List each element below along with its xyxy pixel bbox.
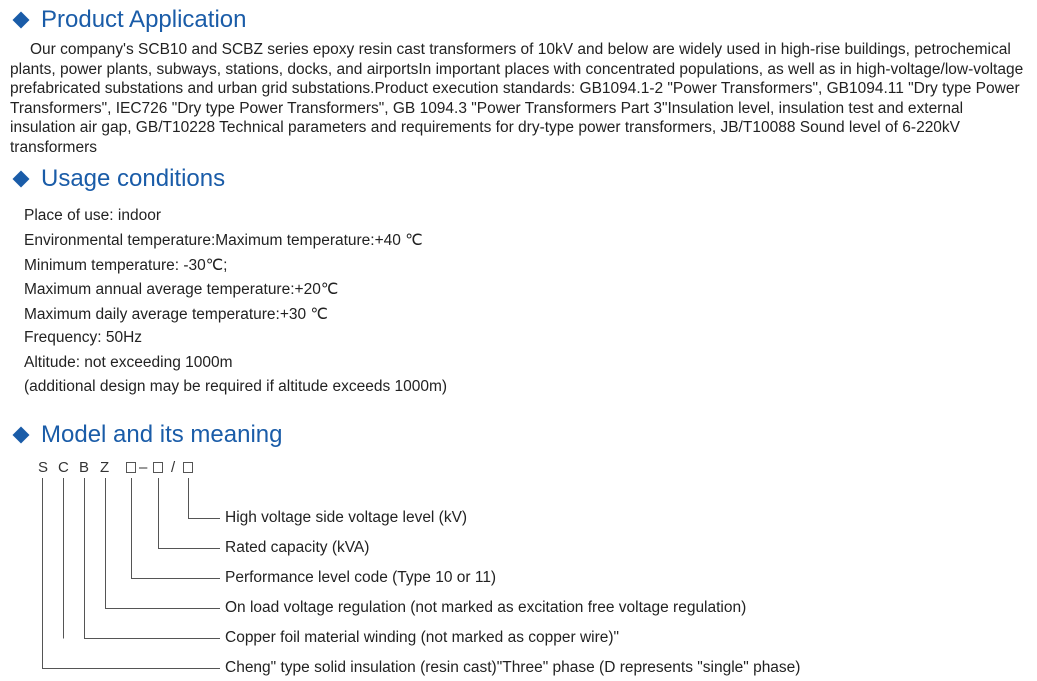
model-description: Performance level code (Type 10 or 11): [225, 569, 497, 586]
usage-line: Altitude: not exceeding 1000m: [24, 354, 233, 371]
section-title: Model and its meaning: [41, 421, 283, 448]
model-description: Copper foil material winding (not marked as copper wire)": [225, 629, 620, 646]
model-description: Rated capacity (kVA): [225, 539, 370, 556]
usage-line: Minimum temperature: -30℃;: [24, 257, 228, 274]
bracket-line-performance-level: [132, 478, 221, 579]
application-text: Our company's SCB10 and SCBZ series epoxy resin cast transformers of 10kV and below are widely used in high-rise buildings, petrochemical plants, power plants, subways, stations, docks, and airportsIn important places with concentrated populations, as well as in high-voltage/low-voltage prefabricated substations and urban grid substations.Product execution standards: GB1094.1-2 "Power Transformers", GB1094.11 "Dry type Power Transformers", IEC726 "Dry type Power Transformers", GB 1094.3 "Power Transformers Part 3"Insulation level, insulation test and external insulation air gap, GB/T10228 Technical parameters and requirements for dry-type power transformers, JB/T10088 Sound level of 6-220kV transformers: [10, 41, 1024, 156]
bracket-line-voltage-level: [189, 478, 221, 519]
usage-line: (additional design may be required if altitude exceeds 1000m): [24, 378, 448, 395]
model-code-letter: B: [79, 459, 90, 476]
usage-line: Maximum annual average temperature:+20℃: [24, 281, 339, 298]
model-description: High voltage side voltage level (kV): [225, 509, 468, 526]
model-code-slash: /: [171, 459, 176, 476]
bracket-line-on-load-regulation: [106, 478, 221, 609]
bracket-line-rated-capacity: [159, 478, 221, 549]
section-title: Product Application: [41, 6, 247, 33]
usage-line: Environmental temperature:Maximum temperature:+40 ℃: [24, 232, 423, 249]
usage-line: Frequency: 50Hz: [24, 329, 143, 346]
model-code-dash: –: [139, 459, 148, 476]
section-title: Usage conditions: [41, 165, 226, 192]
bracket-line-winding-material: [85, 478, 221, 639]
usage-line: Place of use: indoor: [24, 207, 162, 224]
model-code-letter: S: [38, 459, 49, 476]
model-description: Cheng" type solid insulation (resin cast)"Three" phase (D represents "single" phase): [225, 659, 801, 676]
model-code-letter: Z: [100, 459, 110, 476]
usage-line: Maximum daily average temperature:+30 ℃: [24, 306, 328, 323]
model-description: On load voltage regulation (not marked as excitation free voltage regulation): [225, 599, 747, 616]
model-code-letter: C: [58, 459, 69, 476]
